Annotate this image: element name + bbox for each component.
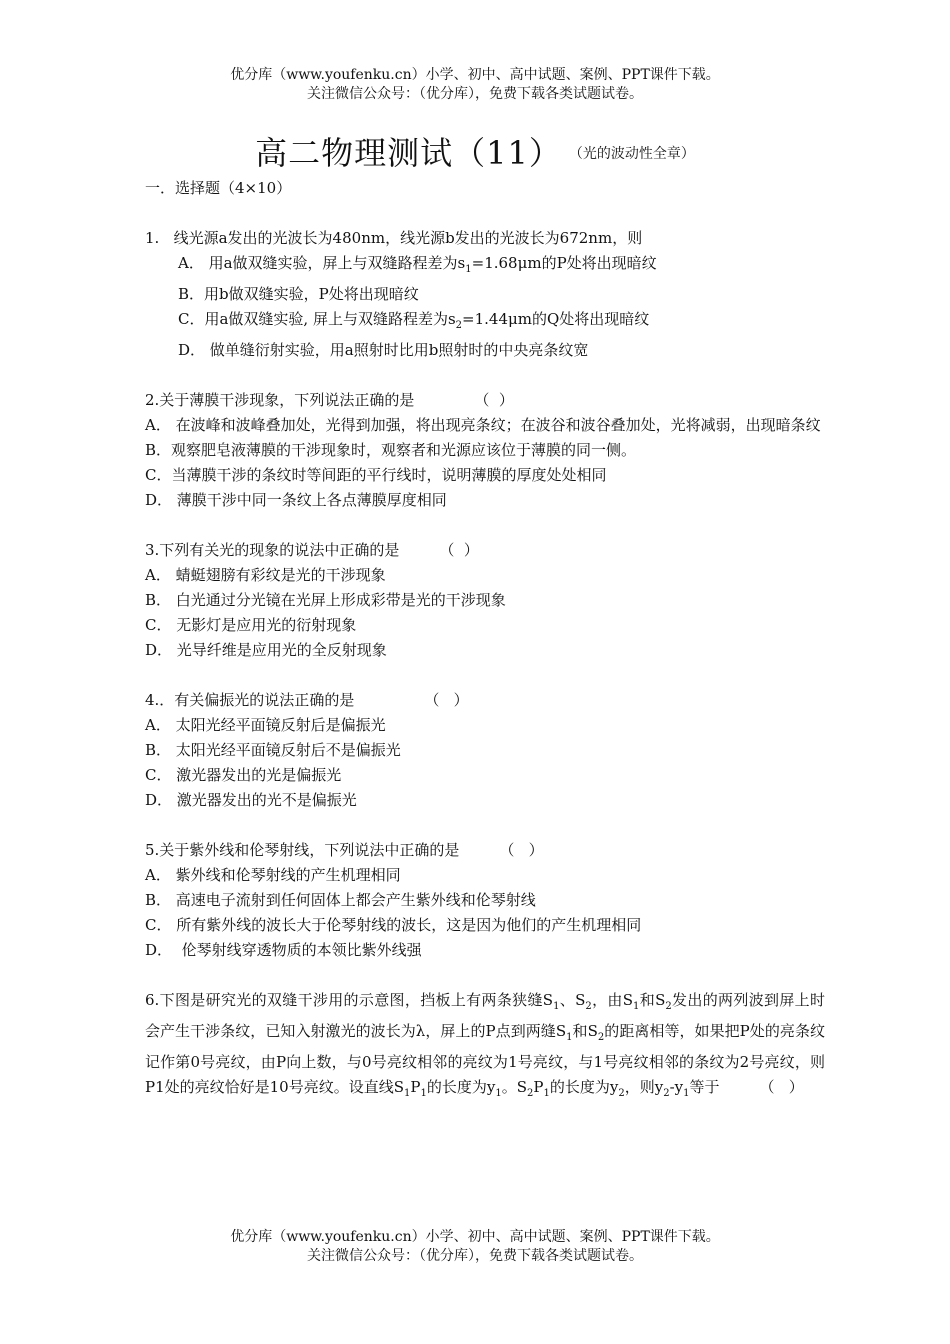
page-header	[0, 66, 950, 104]
section-heading: 一．选择题（4×10）	[145, 179, 292, 197]
question-1-option-a: A． 用a做双缝实验，屏上与双缝路程差为$s_1=1.68\mu m$的P处将出现暗纹	[178, 254, 657, 275]
question-4-option-b: B． 太阳光经平面镜反射后不是偏振光	[145, 741, 401, 759]
question-2-option-c: C．当薄膜干涉的条纹时等间距的平行线时，说明薄膜的厚度处处相同	[145, 466, 607, 484]
answer-blank: （ ）	[439, 541, 479, 559]
question-2-option-b: B．观察肥皂液薄膜的干涉现象时，观察者和光源应该位于薄膜的同一侧。	[145, 441, 637, 459]
question-5-option-d: D． 伦琴射线穿透物质的本领比紫外线强	[145, 941, 422, 959]
answer-blank: （ ）	[759, 1078, 804, 1096]
question-1-stem: 1. 线光源a发出的光波长为480nm，线光源b发出的光波长为672nm，则	[145, 229, 643, 247]
question-5-option-b: B． 高速电子流射到任何固体上都会产生紫外线和伦琴射线	[145, 891, 536, 909]
question-2-option-a: A． 在波峰和波峰叠加处，光得到加强，将出现亮条纹；在波谷和波谷叠加处，光将减弱，出现暗条纹	[145, 416, 821, 434]
question-1-option-d: D． 做单缝衍射实验，用a照射时比用b照射时的中央亮条纹宽	[178, 341, 589, 359]
question-4	[145, 688, 825, 813]
header-line-2: 关注微信公众号：（优分库），免费下载各类试题试卷。	[307, 86, 643, 102]
answer-blank: （ ）	[499, 841, 544, 859]
footer-line-1: 优分库（www.youfenku.cn）小学、初中、高中试题、案例、PPT课件下载。	[230, 1229, 720, 1245]
title-subtitle: （光的波动性全章）	[575, 146, 695, 162]
question-3-option-d: D． 光导纤维是应用光的全反射现象	[145, 641, 387, 659]
question-1-option-c: C．用a做双缝实验, 屏上与双缝路程差为$s_2=1.44\mu m$的Q处将出现暗纹	[178, 310, 650, 331]
question-3-option-a: A． 蜻蜓翅膀有彩纹是光的干涉现象	[145, 566, 386, 584]
question-4-option-c: C． 激光器发出的光是偏振光	[145, 766, 342, 784]
page-footer	[0, 1228, 950, 1266]
question-3-stem: 3.下列有关光的现象的说法中正确的是 （ ）	[145, 538, 825, 563]
title-main: 高二物理测试（11）	[255, 134, 562, 172]
question-5-option-a: A． 紫外线和伦琴射线的产生机理相同	[145, 866, 401, 884]
answer-blank: （ ）	[474, 391, 514, 409]
question-4-option-a: A． 太阳光经平面镜反射后是偏振光	[145, 716, 386, 734]
question-2-option-d: D． 薄膜干涉中同一条纹上各点薄膜厚度相同	[145, 491, 447, 509]
question-4-option-d: D． 激光器发出的光不是偏振光	[145, 791, 357, 809]
question-3	[145, 538, 825, 663]
header-line-1: 优分库（www.youfenku.cn）小学、初中、高中试题、案例、PPT课件下载。	[230, 67, 720, 83]
question-5	[145, 838, 825, 963]
question-3-option-b: B． 白光通过分光镜在光屏上形成彩带是光的干涉现象	[145, 591, 506, 609]
question-4-stem: 4.．有关偏振光的说法正确的是 （ ）	[145, 688, 825, 713]
footer-line-2: 关注微信公众号：（优分库），免费下载各类试题试卷。	[307, 1248, 643, 1264]
question-1	[145, 226, 825, 363]
exam-body	[145, 176, 825, 1106]
question-2-stem: 2.关于薄膜干涉现象，下列说法正确的是 （ ）	[145, 388, 825, 413]
question-1-option-b: B．用b做双缝实验，P处将出现暗纹	[178, 285, 419, 303]
question-5-stem: 5.关于紫外线和伦琴射线，下列说法中正确的是 （ ）	[145, 838, 825, 863]
question-6: 6.下图是研究光的双缝干涉用的示意图，挡板上有两条狭缝$S_1$、$S_2$，由$S_1$和$S_2$发出的两列波到屏上时会产生干涉条纹，已知入射激光的波长为λ，屏上的P点到两缝$S_1$和$S_2$的距离相等，如果把P处的亮条纹记作第0号亮纹，由P向上数，与0号亮纹相邻的亮纹为1号亮纹，与1号亮纹相邻的条纹为2号亮纹，则P1处的亮纹恰好是10号亮纹。设直线$S_1P_1$的长度为$y_1$。$S_2P_1$的长度为$y_2$，则$y_2-y_1$等于 （ ）	[145, 991, 826, 1099]
answer-blank: （ ）	[424, 691, 469, 709]
question-2	[145, 388, 825, 513]
page-title	[0, 128, 950, 174]
question-5-option-c: C． 所有紫外线的波长大于伦琴射线的波长，这是因为他们的产生机理相同	[145, 916, 642, 934]
question-3-option-c: C． 无影灯是应用光的衍射现象	[145, 616, 357, 634]
